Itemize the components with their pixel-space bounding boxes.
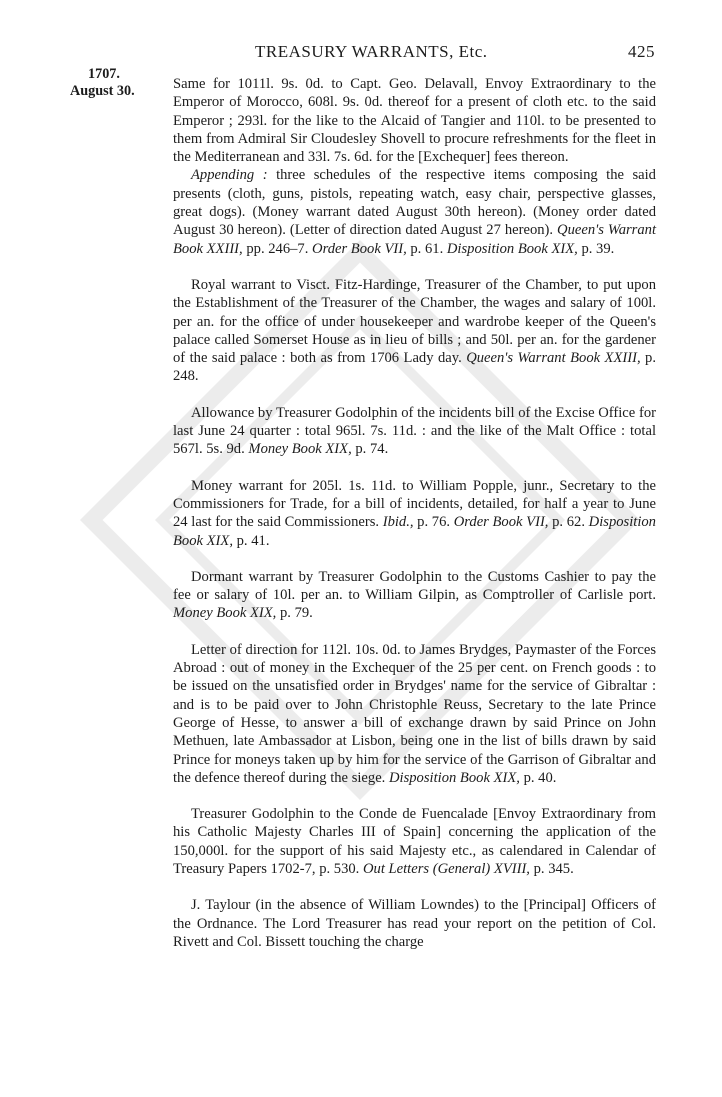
entry-paragraph: Same for 1011l. 9s. 0d. to Capt. Geo. Delavall, Envoy Extraordinary to the Emperor of Morocco, 608l. 9s. 0d. thereof for a present of cloth etc. to the said Emperor ; 293l. for the like to the Alcaid of Tangier and 110l. to be presented to them from Admiral Sir Cloudesley Shovell to procure refreshments for the fleet in the Mediterranean and 33l. 7s. 6d. for the [Exchequer] fees thereon. — [173, 76, 656, 166]
book-reference: Money Book XIX, — [248, 441, 352, 458]
book-reference: Disposition Book XIX, — [388, 769, 520, 786]
book-reference: Disposition Book XIX, — [173, 514, 656, 549]
entry-paragraph: Money warrant for 205l. 1s. 11d. to William Popple, junr., Secretary to the Commissioners for Trade, for a bill of incidents, detailed, for half a year to June 24 last for the said Commissioners. Ibid., p. 76. Order Book VII, p. 62. Disposition Book XIX, p. 41. — [173, 477, 656, 549]
entry-paragraph: Allowance by Treasurer Godolphin of the incidents bill of the Excise Office for last June 24 quarter : total 965l. 7s. 11d. : and the like of the Malt Office : total 567l. 5s. 9d. Money Book XIX, p. 74. — [173, 404, 656, 458]
appending-label: Appending : — [191, 167, 268, 184]
entry-paragraph: Royal warrant to Visct. Fitz-Hardinge, Treasurer of the Chamber, to put upon the Establishment of the Treasurer of the Chamber, the wages and salary of 100l. per an. for the office of under housekeeper and wardrobe keeper of the Queen's palace called Somerset House as in lieu of bills ; and 50l. per an. for the gardener of the said palace : both as from 1706 Lady day. Queen's Warrant Book XXIII, p. 248. — [173, 276, 657, 385]
margin-year: 1707. — [88, 66, 120, 82]
page-number: 425 — [628, 42, 655, 61]
entry-paragraph: Appending : three schedules of the respective items composing the said presents (cloth, guns, pistols, repeating watch, easy chair, perspective glasses, great dogs). (Money warrant dated August 30th hereon). (Money order dated August 30 hereon). (Letter of direction dated August 27 hereon). Queen's Warrant Book XXIII, pp. 246–7. Order Book VII, p. 61. Disposition Book XIX, p. 39. — [173, 167, 656, 257]
margin-day: August 30. — [70, 83, 135, 99]
book-reference: Disposition Book XIX, — [446, 240, 578, 257]
entry-paragraph: J. Taylour (in the absence of William Lowndes) to the [Principal] Officers of the Ordnance. The Lord Treasurer has read your report on the petition of Col. Rivett and Col. Bissett touching the charge — [173, 897, 656, 950]
margin-date — [70, 66, 160, 100]
running-title: TREASURY WARRANTS, Etc. — [255, 42, 488, 61]
entry-paragraph: Letter of direction for 112l. 10s. 0d. to James Brydges, Paymaster of the Forces Abroad : out of money in the Exchequer of the 25 per cent. on French goods : to be issued on the unsatisfied order in Brydges' name for the service of Gibraltar : and is to be paid over to John Christophle Reuss, Secretary to the late Prince George of Hesse, to answer a bill of exchange drawn by said Prince on John Methuen, late Ambassador at Lisbon, being one in the list of bills drawn by said Prince for moneys taken up by him for the service of the Garrison of Gibraltar and the defence thereof during the siege. Disposition Book XIX, p. 40. — [173, 641, 656, 786]
entries-body — [173, 75, 656, 951]
book-reference: Out Letters (General) XVIII, — [362, 860, 530, 877]
entry-paragraph: Treasurer Godolphin to the Conde de Fuencalade [Envoy Extraordinary from his Catholic Majesty Charles III of Spain] concerning the application of the 150,000l. for the support of his said Majesty etc., as calendared in Calendar of Treasury Papers 1702-7, p. 530. Out Letters (General) XVIII, p. 345. — [173, 806, 656, 877]
book-reference: Ibid., — [382, 514, 414, 531]
book-reference: Queen's Warrant Book XXIII, — [466, 350, 641, 367]
book-reference: Queen's Warrant Book XXIII, — [173, 222, 656, 257]
book-reference: Order Book VII, — [453, 514, 549, 531]
book-reference: Money Book XIX, — [173, 605, 277, 622]
book-reference: Order Book VII, — [312, 240, 407, 257]
entry-paragraph: Dormant warrant by Treasurer Godolphin to the Customs Cashier to pay the fee or salary of 10l. per an. to William Gilpin, as Comptroller of Carlisle port. Money Book XIX, p. 79. — [173, 568, 656, 622]
